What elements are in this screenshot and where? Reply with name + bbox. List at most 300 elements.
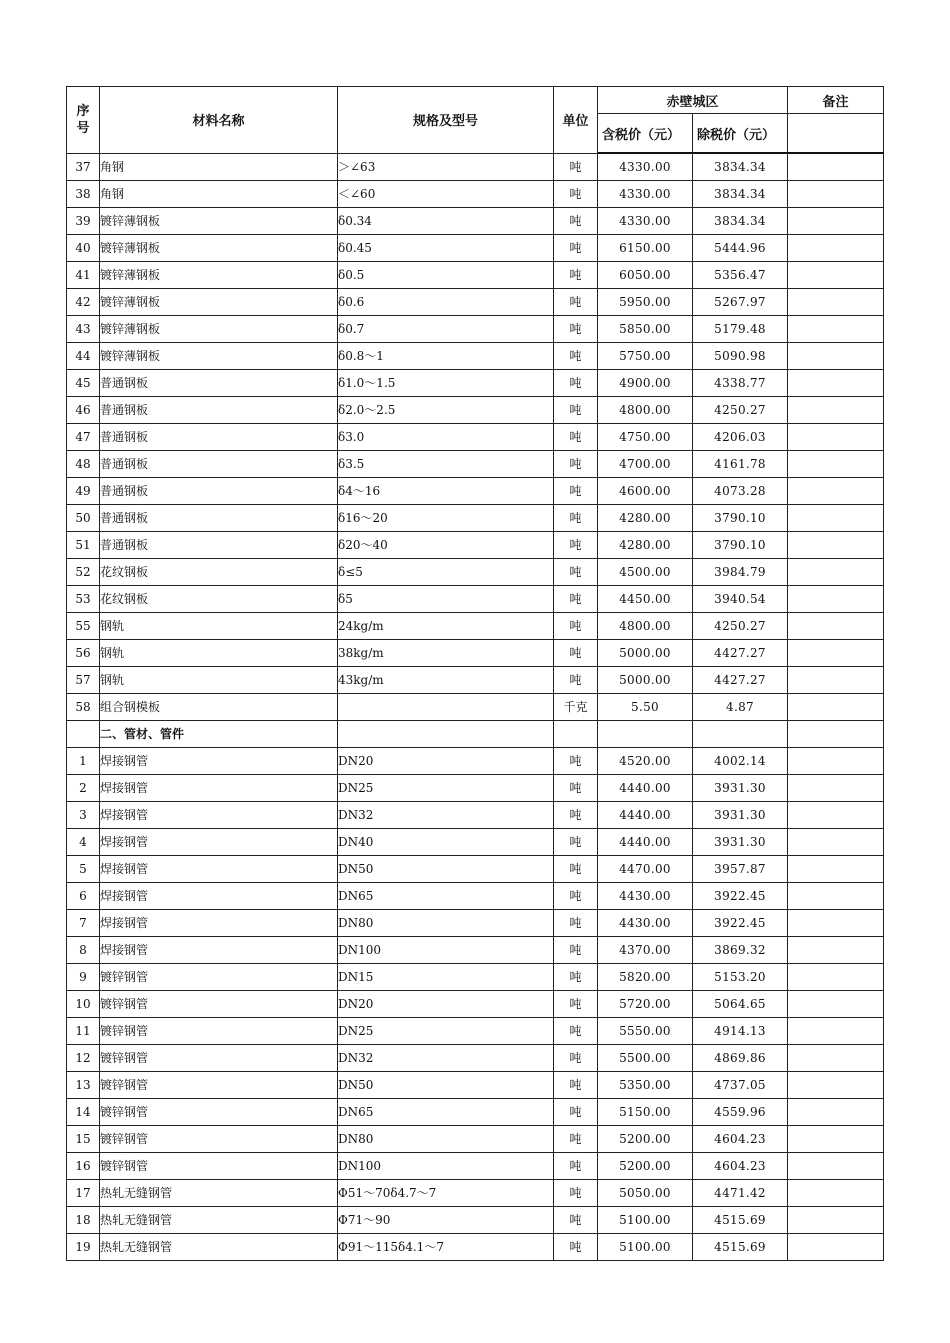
cell-note (788, 586, 884, 613)
table-row (67, 1018, 884, 1045)
cell-note (788, 1126, 884, 1153)
cell-unit: 吨 (554, 1153, 598, 1180)
table-row (67, 559, 884, 586)
cell-seq: 1 (67, 748, 100, 775)
table-row (67, 397, 884, 424)
cell-note (788, 451, 884, 478)
cell-tax-price: 4280.00 (598, 505, 693, 532)
cell-spec: DN100 (338, 1153, 554, 1180)
cell-material-name: 镀锌薄钢板 (100, 262, 338, 289)
cell-notax-price: 3931.30 (693, 802, 788, 829)
cell-unit: 吨 (554, 289, 598, 316)
cell-spec: DN80 (338, 1126, 554, 1153)
cell-material-name: 组合钢模板 (100, 694, 338, 721)
cell-unit: 千克 (554, 694, 598, 721)
cell-material-name: 焊接钢管 (100, 937, 338, 964)
cell-notax-price: 4604.23 (693, 1153, 788, 1180)
cell-unit: 吨 (554, 829, 598, 856)
table-row (67, 856, 884, 883)
cell-notax-price: 4002.14 (693, 748, 788, 775)
cell-seq: 57 (67, 667, 100, 694)
cell-material-name: 镀锌薄钢板 (100, 289, 338, 316)
cell-seq: 17 (67, 1180, 100, 1207)
cell-material-name: 花纹钢板 (100, 559, 338, 586)
cell-note (788, 505, 884, 532)
cell-seq: 56 (67, 640, 100, 667)
cell-note (788, 235, 884, 262)
header-spec: 规格及型号 (338, 87, 554, 154)
cell-seq: 58 (67, 694, 100, 721)
cell-note (788, 829, 884, 856)
cell-material-name: 二、管材、管件 (100, 721, 338, 748)
cell-spec: ＞∠63 (338, 153, 554, 181)
cell-tax-price: 4330.00 (598, 153, 693, 181)
cell-seq: 6 (67, 883, 100, 910)
cell-material-name: 镀锌钢管 (100, 991, 338, 1018)
cell-note (788, 856, 884, 883)
cell-material-name: 镀锌薄钢板 (100, 235, 338, 262)
cell-unit: 吨 (554, 802, 598, 829)
cell-material-name: 普通钢板 (100, 370, 338, 397)
cell-unit: 吨 (554, 208, 598, 235)
cell-note (788, 883, 884, 910)
cell-notax-price: 5267.97 (693, 289, 788, 316)
cell-material-name: 普通钢板 (100, 424, 338, 451)
cell-unit: 吨 (554, 1126, 598, 1153)
cell-seq: 19 (67, 1234, 100, 1261)
cell-notax-price: 5064.65 (693, 991, 788, 1018)
cell-notax-price: 4250.27 (693, 613, 788, 640)
cell-seq: 39 (67, 208, 100, 235)
cell-seq: 14 (67, 1099, 100, 1126)
cell-notax-price: 5179.48 (693, 316, 788, 343)
cell-notax-price: 4427.27 (693, 640, 788, 667)
cell-note (788, 991, 884, 1018)
table-row (67, 424, 884, 451)
cell-spec: δ5 (338, 586, 554, 613)
table-row (67, 748, 884, 775)
cell-notax-price: 4250.27 (693, 397, 788, 424)
cell-material-name: 镀锌钢管 (100, 1045, 338, 1072)
cell-seq: 44 (67, 343, 100, 370)
cell-spec: δ20～40 (338, 532, 554, 559)
cell-material-name: 焊接钢管 (100, 856, 338, 883)
cell-unit: 吨 (554, 1234, 598, 1261)
cell-seq: 47 (67, 424, 100, 451)
table-row (67, 153, 884, 181)
table-row (67, 964, 884, 991)
cell-seq: 49 (67, 478, 100, 505)
cell-unit: 吨 (554, 1018, 598, 1045)
cell-unit: 吨 (554, 1207, 598, 1234)
cell-seq: 42 (67, 289, 100, 316)
cell-seq: 7 (67, 910, 100, 937)
cell-material-name: 花纹钢板 (100, 586, 338, 613)
cell-unit: 吨 (554, 235, 598, 262)
cell-seq: 16 (67, 1153, 100, 1180)
cell-spec (338, 694, 554, 721)
cell-tax-price: 4280.00 (598, 532, 693, 559)
table-row (67, 1072, 884, 1099)
cell-material-name: 普通钢板 (100, 532, 338, 559)
cell-note (788, 1207, 884, 1234)
cell-notax-price: 3922.45 (693, 883, 788, 910)
cell-note (788, 1045, 884, 1072)
cell-unit: 吨 (554, 1099, 598, 1126)
header-region: 赤壁城区 (598, 87, 788, 114)
table-row (67, 1045, 884, 1072)
cell-note (788, 694, 884, 721)
cell-tax-price: 5500.00 (598, 1045, 693, 1072)
cell-seq: 11 (67, 1018, 100, 1045)
cell-material-name: 钢轨 (100, 640, 338, 667)
cell-spec: Φ51～70δ4.7～7 (338, 1180, 554, 1207)
cell-spec: δ0.45 (338, 235, 554, 262)
table-row (67, 613, 884, 640)
cell-spec: DN65 (338, 883, 554, 910)
cell-unit: 吨 (554, 343, 598, 370)
cell-seq: 8 (67, 937, 100, 964)
cell-notax-price: 4737.05 (693, 1072, 788, 1099)
cell-notax-price: 3984.79 (693, 559, 788, 586)
header-tax-price: 含税价（元） (598, 114, 693, 154)
cell-seq: 13 (67, 1072, 100, 1099)
cell-unit: 吨 (554, 856, 598, 883)
cell-note (788, 1234, 884, 1261)
table-row (67, 1099, 884, 1126)
cell-notax-price: 3931.30 (693, 775, 788, 802)
cell-notax-price: 4869.86 (693, 1045, 788, 1072)
cell-seq: 18 (67, 1207, 100, 1234)
cell-tax-price (598, 721, 693, 748)
cell-tax-price: 5750.00 (598, 343, 693, 370)
table-row (67, 262, 884, 289)
table-row (67, 1126, 884, 1153)
cell-spec: δ≤5 (338, 559, 554, 586)
table-row (67, 829, 884, 856)
cell-seq: 43 (67, 316, 100, 343)
cell-material-name: 热轧无缝钢管 (100, 1180, 338, 1207)
cell-note (788, 370, 884, 397)
cell-seq: 48 (67, 451, 100, 478)
cell-material-name: 普通钢板 (100, 505, 338, 532)
cell-tax-price: 4430.00 (598, 883, 693, 910)
cell-unit: 吨 (554, 910, 598, 937)
cell-note (788, 1072, 884, 1099)
cell-spec: DN25 (338, 1018, 554, 1045)
table-row (67, 802, 884, 829)
cell-note (788, 532, 884, 559)
cell-material-name: 镀锌钢管 (100, 964, 338, 991)
cell-material-name: 钢轨 (100, 613, 338, 640)
cell-tax-price: 5950.00 (598, 289, 693, 316)
cell-seq (67, 721, 100, 748)
cell-seq: 12 (67, 1045, 100, 1072)
cell-note (788, 640, 884, 667)
cell-notax-price: 4161.78 (693, 451, 788, 478)
cell-notax-price: 4914.13 (693, 1018, 788, 1045)
header-seq-label: 序 号 (76, 103, 90, 136)
cell-spec: Φ91～115δ4.1～7 (338, 1234, 554, 1261)
cell-note (788, 721, 884, 748)
cell-spec (338, 721, 554, 748)
cell-note (788, 262, 884, 289)
cell-material-name: 镀锌钢管 (100, 1153, 338, 1180)
cell-notax-price: 5153.20 (693, 964, 788, 991)
cell-material-name: 焊接钢管 (100, 883, 338, 910)
cell-notax-price: 5090.98 (693, 343, 788, 370)
table-row (67, 505, 884, 532)
cell-spec: DN50 (338, 1072, 554, 1099)
cell-tax-price: 5150.00 (598, 1099, 693, 1126)
cell-unit: 吨 (554, 424, 598, 451)
table-row (67, 451, 884, 478)
cell-unit: 吨 (554, 1072, 598, 1099)
cell-unit: 吨 (554, 586, 598, 613)
cell-note (788, 153, 884, 181)
cell-notax-price: 4.87 (693, 694, 788, 721)
cell-seq: 41 (67, 262, 100, 289)
cell-tax-price: 4750.00 (598, 424, 693, 451)
table-row (67, 775, 884, 802)
cell-seq: 37 (67, 153, 100, 181)
cell-note (788, 397, 884, 424)
cell-note (788, 1099, 884, 1126)
cell-notax-price: 5444.96 (693, 235, 788, 262)
cell-note (788, 1018, 884, 1045)
cell-notax-price: 4515.69 (693, 1234, 788, 1261)
cell-seq: 4 (67, 829, 100, 856)
cell-unit: 吨 (554, 316, 598, 343)
cell-unit: 吨 (554, 532, 598, 559)
cell-tax-price: 5720.00 (598, 991, 693, 1018)
cell-notax-price: 3790.10 (693, 505, 788, 532)
cell-spec: 43kg/m (338, 667, 554, 694)
cell-tax-price: 5550.00 (598, 1018, 693, 1045)
table-row (67, 910, 884, 937)
cell-unit: 吨 (554, 748, 598, 775)
cell-tax-price: 4900.00 (598, 370, 693, 397)
material-price-table (66, 86, 884, 1261)
section-row (67, 721, 884, 748)
cell-tax-price: 4500.00 (598, 559, 693, 586)
cell-notax-price: 4427.27 (693, 667, 788, 694)
cell-note (788, 910, 884, 937)
cell-material-name: 普通钢板 (100, 451, 338, 478)
cell-tax-price: 5200.00 (598, 1126, 693, 1153)
cell-tax-price: 5850.00 (598, 316, 693, 343)
cell-material-name: 热轧无缝钢管 (100, 1207, 338, 1234)
table-row (67, 1180, 884, 1207)
cell-unit: 吨 (554, 775, 598, 802)
cell-unit: 吨 (554, 883, 598, 910)
table-row (67, 478, 884, 505)
cell-tax-price: 4600.00 (598, 478, 693, 505)
cell-material-name: 镀锌薄钢板 (100, 343, 338, 370)
table-row (67, 1153, 884, 1180)
cell-unit: 吨 (554, 153, 598, 181)
cell-seq: 55 (67, 613, 100, 640)
cell-spec: DN80 (338, 910, 554, 937)
cell-notax-price: 4471.42 (693, 1180, 788, 1207)
cell-tax-price: 5350.00 (598, 1072, 693, 1099)
cell-spec: δ2.0～2.5 (338, 397, 554, 424)
cell-unit: 吨 (554, 370, 598, 397)
table-row (67, 343, 884, 370)
table-row (67, 586, 884, 613)
cell-notax-price: 4559.96 (693, 1099, 788, 1126)
cell-spec: DN25 (338, 775, 554, 802)
cell-notax-price: 3940.54 (693, 586, 788, 613)
cell-unit: 吨 (554, 262, 598, 289)
cell-material-name: 角钢 (100, 153, 338, 181)
cell-tax-price: 4370.00 (598, 937, 693, 964)
cell-tax-price: 4430.00 (598, 910, 693, 937)
table-row (67, 667, 884, 694)
cell-material-name: 镀锌钢管 (100, 1018, 338, 1045)
table-row (67, 208, 884, 235)
cell-tax-price: 4470.00 (598, 856, 693, 883)
cell-tax-price: 4330.00 (598, 208, 693, 235)
cell-notax-price: 4073.28 (693, 478, 788, 505)
cell-notax-price: 3931.30 (693, 829, 788, 856)
cell-spec: Φ71～90 (338, 1207, 554, 1234)
cell-material-name: 焊接钢管 (100, 802, 338, 829)
cell-spec: DN100 (338, 937, 554, 964)
cell-material-name: 镀锌薄钢板 (100, 316, 338, 343)
cell-spec: DN20 (338, 748, 554, 775)
cell-seq: 38 (67, 181, 100, 208)
cell-notax-price: 3957.87 (693, 856, 788, 883)
cell-notax-price: 4338.77 (693, 370, 788, 397)
cell-notax-price: 3834.34 (693, 208, 788, 235)
header-name: 材料名称 (100, 87, 338, 154)
cell-spec: DN65 (338, 1099, 554, 1126)
cell-note (788, 1180, 884, 1207)
cell-seq: 40 (67, 235, 100, 262)
header-note-blank (788, 114, 884, 154)
cell-material-name: 热轧无缝钢管 (100, 1234, 338, 1261)
cell-note (788, 424, 884, 451)
cell-unit: 吨 (554, 640, 598, 667)
cell-unit (554, 721, 598, 748)
cell-notax-price: 5356.47 (693, 262, 788, 289)
cell-note (788, 667, 884, 694)
cell-tax-price: 5200.00 (598, 1153, 693, 1180)
cell-material-name: 镀锌薄钢板 (100, 208, 338, 235)
cell-spec: δ4～16 (338, 478, 554, 505)
cell-seq: 10 (67, 991, 100, 1018)
cell-unit: 吨 (554, 478, 598, 505)
cell-tax-price: 6050.00 (598, 262, 693, 289)
cell-note (788, 937, 884, 964)
cell-spec: δ0.5 (338, 262, 554, 289)
cell-spec: δ3.5 (338, 451, 554, 478)
cell-tax-price: 4800.00 (598, 397, 693, 424)
cell-note (788, 289, 884, 316)
cell-note (788, 316, 884, 343)
table-row (67, 1207, 884, 1234)
cell-notax-price (693, 721, 788, 748)
table-row (67, 694, 884, 721)
table-row (67, 181, 884, 208)
cell-note (788, 775, 884, 802)
cell-tax-price: 4440.00 (598, 829, 693, 856)
table-row (67, 1234, 884, 1261)
cell-material-name: 普通钢板 (100, 478, 338, 505)
cell-spec: δ0.7 (338, 316, 554, 343)
cell-unit: 吨 (554, 613, 598, 640)
cell-seq: 3 (67, 802, 100, 829)
cell-tax-price: 4330.00 (598, 181, 693, 208)
cell-spec: δ1.0～1.5 (338, 370, 554, 397)
cell-note (788, 478, 884, 505)
cell-seq: 15 (67, 1126, 100, 1153)
cell-unit: 吨 (554, 937, 598, 964)
cell-note (788, 208, 884, 235)
table-row (67, 316, 884, 343)
cell-tax-price: 6150.00 (598, 235, 693, 262)
cell-tax-price: 4700.00 (598, 451, 693, 478)
cell-tax-price: 5050.00 (598, 1180, 693, 1207)
cell-tax-price: 5000.00 (598, 640, 693, 667)
cell-material-name: 镀锌钢管 (100, 1126, 338, 1153)
cell-seq: 53 (67, 586, 100, 613)
cell-notax-price: 4206.03 (693, 424, 788, 451)
cell-spec: δ3.0 (338, 424, 554, 451)
cell-tax-price: 4440.00 (598, 802, 693, 829)
cell-tax-price: 5000.00 (598, 667, 693, 694)
header-seq (67, 87, 100, 154)
table-row (67, 532, 884, 559)
cell-spec: ＜∠60 (338, 181, 554, 208)
cell-material-name: 钢轨 (100, 667, 338, 694)
cell-spec: DN20 (338, 991, 554, 1018)
cell-material-name: 镀锌钢管 (100, 1099, 338, 1126)
cell-note (788, 748, 884, 775)
cell-seq: 9 (67, 964, 100, 991)
cell-unit: 吨 (554, 1045, 598, 1072)
table-row (67, 235, 884, 262)
cell-material-name: 普通钢板 (100, 397, 338, 424)
cell-notax-price: 3790.10 (693, 532, 788, 559)
cell-seq: 51 (67, 532, 100, 559)
cell-tax-price: 5820.00 (598, 964, 693, 991)
cell-seq: 46 (67, 397, 100, 424)
cell-spec: δ16～20 (338, 505, 554, 532)
cell-unit: 吨 (554, 1180, 598, 1207)
cell-tax-price: 4440.00 (598, 775, 693, 802)
cell-seq: 5 (67, 856, 100, 883)
table-row (67, 370, 884, 397)
cell-notax-price: 3834.34 (693, 181, 788, 208)
cell-material-name: 角钢 (100, 181, 338, 208)
header-notax-price: 除税价（元） (693, 114, 788, 154)
cell-notax-price: 3922.45 (693, 910, 788, 937)
cell-unit: 吨 (554, 505, 598, 532)
cell-tax-price: 5100.00 (598, 1234, 693, 1261)
cell-spec: DN50 (338, 856, 554, 883)
cell-note (788, 613, 884, 640)
cell-spec: 38kg/m (338, 640, 554, 667)
cell-spec: δ0.8～1 (338, 343, 554, 370)
header-unit: 单位 (554, 87, 598, 154)
cell-material-name: 焊接钢管 (100, 748, 338, 775)
table-row (67, 640, 884, 667)
cell-tax-price: 5100.00 (598, 1207, 693, 1234)
cell-tax-price: 5.50 (598, 694, 693, 721)
cell-spec: 24kg/m (338, 613, 554, 640)
